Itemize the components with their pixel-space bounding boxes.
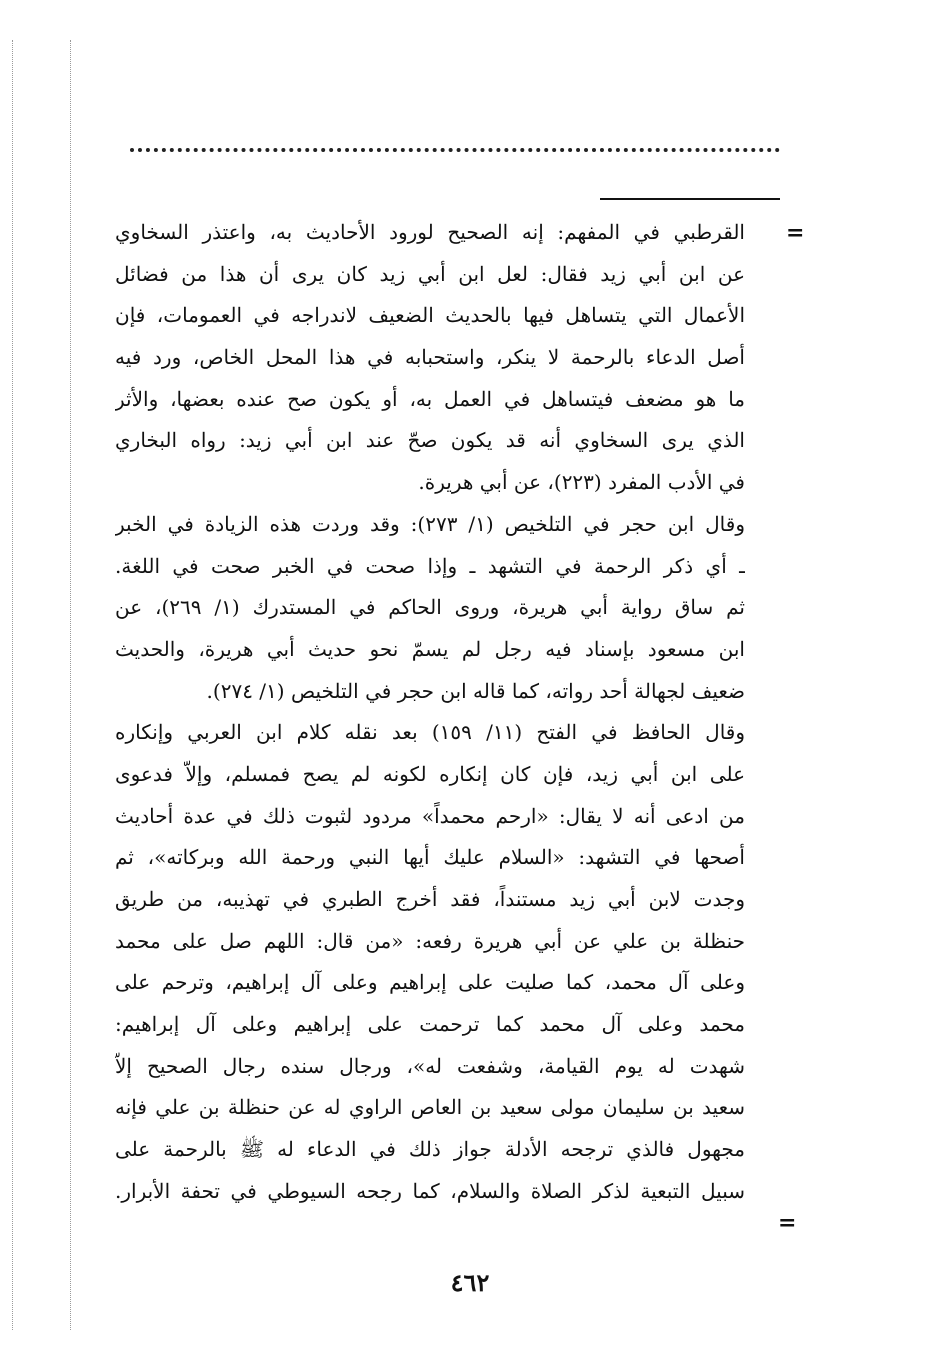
text-line: وجدت لابن أبي زيد مستنداً، فقد أخرج الطبري في تهذيبه، من طريق [115,887,745,911]
text-line: حنظلة بن علي عن أبي هريرة رفعه: «من قال: اللهم صل على محمد [115,928,745,953]
text-line: وعلى آل محمد، كما صليت على إبراهيم وعلى آل إبراهيم، وترحم على [115,970,745,995]
dotted-separator [130,148,780,162]
continuation-mark-top: = [786,220,805,246]
text-line: سعيد بن سليمان مولى سعيد بن العاص الراوي له عن حنظلة بن علي فإنه [115,1095,745,1120]
text-line: على ابن أبي زيد، فإن كان إنكاره لكونه لم يصح فمسلم، وإلاّ فدعوى [115,761,745,786]
text-line: الذي يرى السخاوي أنه قد يكون صحّ عند ابن أبي زيد: رواه البخاري [115,428,745,453]
text-line: الأعمال التي يتساهل فيها بالحديث الضعيف لاندراجه في العمومات، فإن [115,303,745,328]
text-line: وقال ابن حجر في التلخيص (١/ ٢٧٣): وقد وردت هذه الزيادة في الخبر [115,511,745,536]
text-line: في الأدب المفرد (٢٢٣)، عن أبي هريرة. [418,470,745,495]
text-line: ضعيف لجهالة أحد رواته، كما قاله ابن حجر في التلخيص (١/ ٢٧٤). [206,678,745,703]
text-line: ـ أي ذكر الرحمة في التشهد ـ وإذا صحت في الخبر صحت في اللغة. [115,553,745,578]
text-line: من ادعى أنه لا يقال: «ارحم محمداً» مردود لثبوت ذلك في عدة أحاديث [115,803,745,828]
text-line: عن ابن أبي زيد فقال: لعل ابن أبي زيد كان يرى أن هذا من فضائل [115,261,745,286]
text-line: شهدت له يوم القيامة، وشفعت له»، ورجال سنده رجال الصحيح إلاّ [115,1053,745,1078]
text-line: محمد وعلى آل محمد كما ترحمت على إبراهيم وعلى آل إبراهيم: [115,1012,745,1037]
continuation-mark-bottom: = [778,1210,797,1236]
text-line: ما هو مضعف فيتساهل في العمل به، أو يكون صح عنده بعضها، والأثر [115,386,745,411]
text-line: ابن مسعود بإسناد فيه رجل لم يسمّ نحو حديث أبي هريرة، والحديث [115,636,745,661]
text-line: أصل الدعاء بالرحمة لا ينكر، واستحبابه في هذا المحل الخاص، ورد فيه [115,345,745,370]
text-line: أصحها في التشهد: «السلام عليك أيها النبي ورحمة الله وبركاته»، ثم [115,845,745,870]
text-line: سبيل التبعية لذكر الصلاة والسلام، كما رجحه السيوطي في تحفة الأبرار. [115,1178,745,1203]
text-line: مجهول فالذي ترجحه الأدلة جواز ذلك في الدعاء له ﷺ بالرحمة على [115,1137,745,1162]
footnote-rule [600,198,780,200]
footnote-text [115,212,745,1213]
text-line: وقال الحافظ في الفتح (١١/ ١٥٩) بعد نقله كلام ابن العربي وإنكاره [115,720,745,745]
text-line: القرطبي في المفهم: إنه الصحيح لورود الأحاديث به، واعتذر السخاوي [115,220,745,244]
scan-artifact-line [12,40,13,1330]
text-line: ثم ساق رواية أبي هريرة، وروى الحاكم في المستدرك (١/ ٢٦٩)، عن [115,595,745,620]
page-number: ٤٦٢ [450,1268,490,1297]
scan-artifact-line [70,40,71,1330]
